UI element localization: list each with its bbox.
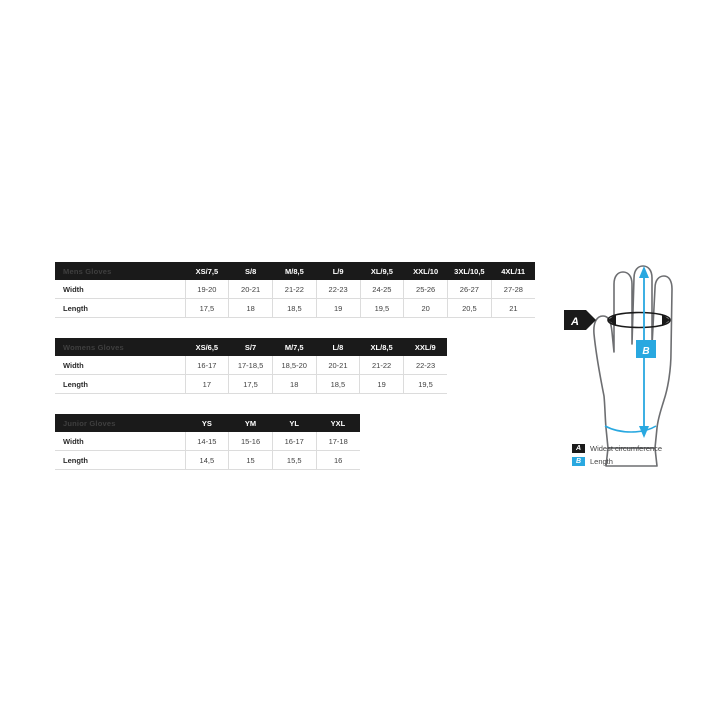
column-header: L/8 [316, 338, 360, 356]
table-cell: 17 [185, 375, 229, 394]
table-cell: 15,5 [272, 451, 316, 470]
table-cell: 15-16 [229, 432, 273, 451]
table-row [55, 432, 535, 451]
marker-a-badge [564, 310, 596, 330]
table-row [55, 356, 535, 375]
table-title-womens: Womens Gloves [55, 338, 185, 356]
column-header: YM [229, 414, 273, 432]
column-header: YL [272, 414, 316, 432]
hand-outline [594, 266, 672, 466]
table-cell: 25-26 [404, 280, 448, 299]
column-header: YXL [316, 414, 360, 432]
table-spacer [447, 375, 491, 394]
table-spacer [491, 451, 535, 470]
table-cell: 20-21 [229, 280, 273, 299]
column-header: S/7 [229, 338, 273, 356]
table-spacer [403, 414, 447, 432]
row-label: Width [55, 280, 185, 299]
table-header-row [55, 338, 535, 356]
column-header: M/7,5 [272, 338, 316, 356]
table-title-junior: Junior Gloves [55, 414, 185, 432]
legend-badge-b-icon: B [572, 457, 585, 466]
table-cell: 17-18 [316, 432, 360, 451]
table-row [55, 299, 535, 318]
table-cell: 17-18,5 [229, 356, 273, 375]
table-cell: 21-22 [360, 356, 404, 375]
column-header: YS [185, 414, 229, 432]
row-label: Length [55, 451, 185, 470]
table-cell: 20,5 [448, 299, 492, 318]
table-cell: 15 [229, 451, 273, 470]
circumference-arrow [608, 313, 670, 328]
table-row [55, 375, 535, 394]
table-row [55, 280, 535, 299]
table-cell: 19-20 [185, 280, 229, 299]
column-header: XL/9,5 [360, 262, 404, 280]
table-cell: 18 [229, 299, 273, 318]
table-spacer [403, 432, 447, 451]
column-header: XS/7,5 [185, 262, 229, 280]
table-cell: 22-23 [316, 280, 360, 299]
table-spacer [447, 432, 491, 451]
table-cell: 19,5 [403, 375, 447, 394]
table-row [55, 451, 535, 470]
table-cell: 27-28 [491, 280, 535, 299]
legend-badge-a-icon: A [572, 444, 585, 453]
row-label: Length [55, 299, 185, 318]
table-spacer [447, 338, 491, 356]
column-header: XXL/9 [403, 338, 447, 356]
table-cell: 21 [491, 299, 535, 318]
table-title-mens: Mens Gloves [55, 262, 185, 280]
table-cell: 19 [360, 375, 404, 394]
table-header-row [55, 414, 535, 432]
column-header: 4XL/11 [491, 262, 535, 280]
table-womens-gloves [55, 338, 535, 394]
table-cell: 24-25 [360, 280, 404, 299]
table-mens-gloves [55, 262, 535, 318]
table-cell: 17,5 [185, 299, 229, 318]
marker-a-label: A [571, 316, 579, 328]
table-cell: 16-17 [185, 356, 229, 375]
column-header: XL/8,5 [360, 338, 404, 356]
table-cell: 22-23 [403, 356, 447, 375]
column-header: 3XL/10,5 [448, 262, 492, 280]
table-cell: 16-17 [272, 432, 316, 451]
table-spacer [491, 356, 535, 375]
table-cell: 18,5-20 [272, 356, 316, 375]
column-header: M/8,5 [273, 262, 317, 280]
table-cell: 19 [316, 299, 360, 318]
table-cell: 19,5 [360, 299, 404, 318]
table-spacer [360, 451, 404, 470]
marker-b-badge [636, 340, 656, 358]
table-spacer [360, 432, 404, 451]
legend-item-b [572, 456, 662, 467]
row-label: Length [55, 375, 185, 394]
table-spacer [447, 356, 491, 375]
marker-b-label: B [642, 346, 650, 357]
table-cell: 17,5 [229, 375, 273, 394]
column-header: XXL/10 [404, 262, 448, 280]
table-spacer [491, 414, 535, 432]
table-header-row [55, 262, 535, 280]
table-junior-gloves [55, 414, 535, 470]
table-cell: 21-22 [273, 280, 317, 299]
column-header: L/9 [316, 262, 360, 280]
legend-label-b: Length [590, 457, 613, 466]
size-tables [55, 262, 535, 490]
row-label: Width [55, 432, 185, 451]
table-spacer [360, 414, 404, 432]
legend-item-a [572, 443, 662, 454]
table-spacer [447, 451, 491, 470]
table-cell: 18 [272, 375, 316, 394]
table-cell: 20-21 [316, 356, 360, 375]
row-label: Width [55, 356, 185, 375]
table-spacer [403, 451, 447, 470]
legend-label-a: Widest circumference [590, 444, 663, 453]
column-header: S/8 [229, 262, 273, 280]
table-cell: 20 [404, 299, 448, 318]
table-cell: 14,5 [185, 451, 229, 470]
table-cell: 18,5 [273, 299, 317, 318]
diagram-legend [572, 443, 662, 469]
table-cell: 14-15 [185, 432, 229, 451]
table-spacer [491, 375, 535, 394]
table-spacer [447, 414, 491, 432]
column-header: XS/6,5 [185, 338, 229, 356]
table-spacer [491, 338, 535, 356]
table-cell: 18,5 [316, 375, 360, 394]
table-cell: 26-27 [448, 280, 492, 299]
table-spacer [491, 432, 535, 451]
table-cell: 16 [316, 451, 360, 470]
